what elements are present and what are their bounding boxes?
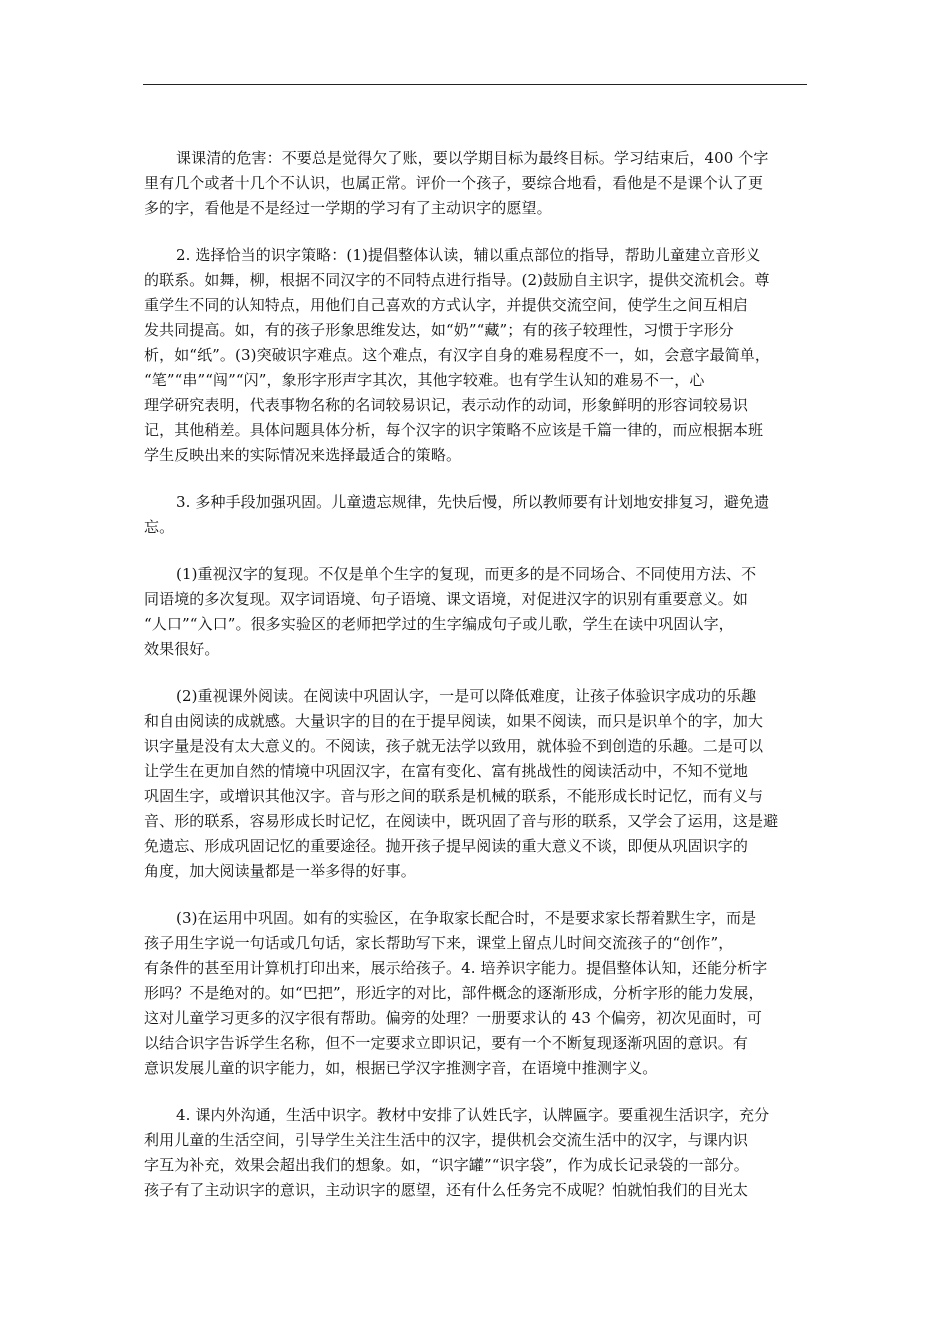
text-line: 学生反映出来的实际情况来选择最适合的策略。 xyxy=(144,446,462,464)
paragraph-life-literacy xyxy=(144,1103,812,1203)
header-rule xyxy=(143,84,807,85)
text-line: 让学生在更加自然的情境中巩固汉字，在富有变化、富有挑战性的阅读活动中，不知不觉地 xyxy=(144,762,749,780)
text-line: 理学研究表明，代表事物名称的名词较易识记，表示动作的动词，形象鲜明的形容词较易识 xyxy=(144,396,749,414)
text-line: 记，其他稍差。具体问题具体分析，每个汉字的识字策略不应该是千篇一律的，而应根据本班 xyxy=(144,421,764,439)
text-line: 发共同提高。如，有的孩子形象思维发达，如“奶”“藏”；有的孩子较理性，习惯于字形分 xyxy=(144,321,734,339)
text-line: 有条件的甚至用计算机打印出来，展示给孩子。4. 培养识字能力。提倡整体认知，还能分析字 xyxy=(144,959,768,977)
text-line: 孩子用生字说一句话或几句话，家长帮助写下来，课堂上留点儿时间交流孩子的“创作”， xyxy=(144,934,734,952)
text-line: 意识发展儿童的识字能力，如，根据已学汉字推测字音，在语境中推测字义。 xyxy=(144,1059,658,1077)
text-line: “笔”“串”“闯”“闪”，象形字形声字其次，其他字较难。也有学生认知的难易不一，心 xyxy=(144,371,705,389)
text-line: 3. 多种手段加强巩固。儿童遗忘规律，先快后慢，所以教师要有计划地安排复习，避免遗 xyxy=(176,493,770,511)
text-line: (3)在运用中巩固。如有的实验区，在争取家长配合时，不是要求家长帮着默生字，而是 xyxy=(176,909,757,927)
text-line: 音、形的联系，容易形成长时记忆，在阅读中，既巩固了音与形的联系，又学会了运用，这是避 xyxy=(144,812,779,830)
text-line: 识字量是没有太大意义的。不阅读，孩子就无法学以致用，就体验不到创造的乐趣。二是可以 xyxy=(144,737,764,755)
text-line: 重学生不同的认知特点，用他们自己喜欢的方式认字，并提供交流空间，使学生之间互相启 xyxy=(144,296,749,314)
text-line: 以结合识字告诉学生名称，但不一定要求立即识记，要有一个不断复现逐渐巩固的意识。有 xyxy=(144,1034,749,1052)
text-line: 角度，加大阅读量都是一举多得的好事。 xyxy=(144,862,416,880)
paragraph-recurrence xyxy=(144,562,812,662)
text-line: 孩子有了主动识字的意识，主动识字的愿望，还有什么任务完不成呢？怕就怕我们的目光太 xyxy=(144,1181,749,1199)
text-line: “人口”“入口”。很多实验区的老师把学过的生字编成句子或儿歌，学生在读中巩固认字， xyxy=(144,615,734,633)
document-body xyxy=(144,146,812,1225)
text-line: 课课清的危害：不要总是觉得欠了账，要以学期目标为最终目标。学习结束后，400 个字 xyxy=(176,149,769,167)
text-line: 巩固生字，或增识其他汉字。音与形之间的联系是机械的联系，不能形成长时记忆，而有义与 xyxy=(144,787,764,805)
text-line: 多的字，看他是不是经过一学期的学习有了主动识字的愿望。 xyxy=(144,199,552,217)
text-line: 忘。 xyxy=(144,518,175,536)
text-line: (2)重视课外阅读。在阅读中巩固认字，一是可以降低难度，让孩子体验识字成功的乐趣 xyxy=(176,687,757,705)
text-line: 同语境的多次复现。双字词语境、句子语境、课文语境，对促进汉字的识别有重要意义。如 xyxy=(144,590,749,608)
text-line: 形吗？不是绝对的。如“巴把”，形近字的对比，部件概念的逐渐形成，分析字形的能力发展， xyxy=(144,984,764,1002)
text-line: 里有几个或者十几个不认识，也属正常。评价一个孩子，要综合地看，看他是不是课个认了更 xyxy=(144,174,764,192)
text-line: 析，如“纸”。(3)突破识字难点。这个难点，有汉字自身的难易程度不一，如，会意字最简单， xyxy=(144,346,770,364)
paragraph-application xyxy=(144,906,812,1081)
text-line: 免遗忘、形成巩固记忆的重要途径。抛开孩子提早阅读的重大意义不谈，即便从巩固识字的 xyxy=(144,837,749,855)
text-line: 2. 选择恰当的识字策略：(1)提倡整体认读，辅以重点部位的指导，帮助儿童建立音形义 xyxy=(176,246,761,264)
paragraph-reading xyxy=(144,684,812,884)
text-line: (1)重视汉字的复现。不仅是单个生字的复现，而更多的是不同场合、不同使用方法、不 xyxy=(176,565,757,583)
text-line: 4. 课内外沟通，生活中识字。教材中安排了认姓氏字，认牌匾字。要重视生活识字，充分 xyxy=(176,1106,770,1124)
text-line: 和自由阅读的成就感。大量识字的目的在于提早阅读，如果不阅读，而只是识单个的字，加大 xyxy=(144,712,764,730)
text-line: 的联系。如舞，柳，根据不同汉字的不同特点进行指导。(2)鼓励自主识字，提供交流机会。尊 xyxy=(144,271,770,289)
text-line: 效果很好。 xyxy=(144,640,220,658)
paragraph-strategy xyxy=(144,243,812,468)
paragraph-assessment xyxy=(144,146,812,221)
text-line: 这对儿童学习更多的汉字很有帮助。偏旁的处理？一册要求认的 43 个偏旁，初次见面时，可 xyxy=(144,1009,762,1027)
paragraph-consolidation xyxy=(144,490,812,540)
text-line: 字互为补充，效果会超出我们的想象。如，“识字罐”“识字袋”，作为成长记录袋的一部分。 xyxy=(144,1156,749,1174)
text-line: 利用儿童的生活空间，引导学生关注生活中的汉字，提供机会交流生活中的汉字，与课内识 xyxy=(144,1131,749,1149)
